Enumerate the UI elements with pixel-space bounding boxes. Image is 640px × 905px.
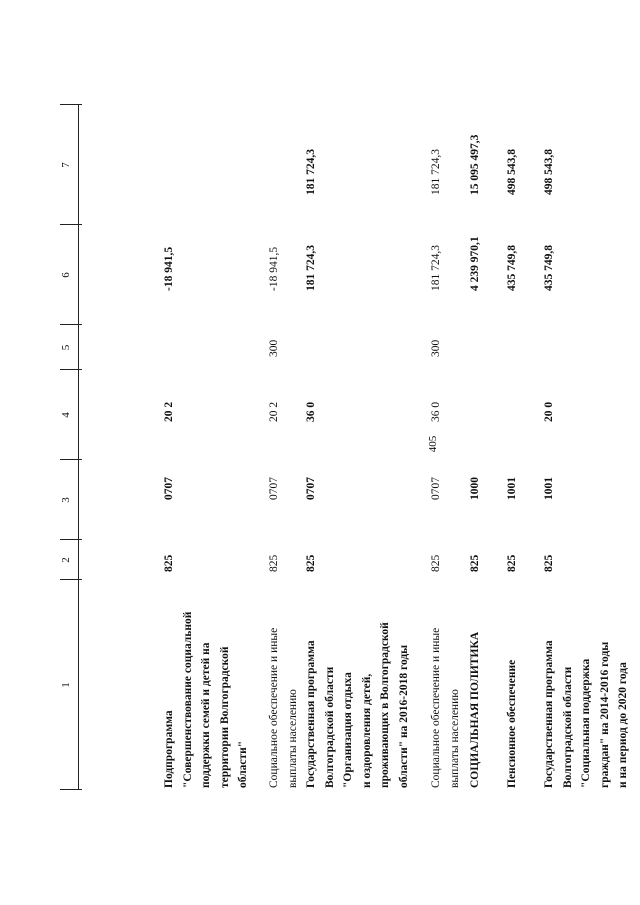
cell-c6: 435 749,8 — [506, 245, 518, 291]
cell-c4: 36 0 — [305, 401, 317, 422]
row-name-line: Государственная программа — [305, 640, 317, 788]
page-number: 405 — [427, 435, 439, 453]
cell-c3: 0707 — [305, 477, 317, 500]
row-name-line: выплаты населению — [448, 689, 461, 788]
row-name-line: Государственная программа — [543, 640, 555, 788]
row-name-line: Волгоградской области — [561, 666, 574, 788]
column-header-5: 5 — [60, 344, 72, 351]
cell-c5: 300 — [268, 339, 280, 357]
cell-c4: 20 0 — [543, 401, 555, 422]
cell-c7: 15 095 497,3 — [469, 134, 481, 195]
row-name-line: Пенсионное обеспечение — [506, 659, 518, 788]
cell-c4: 36 0 — [430, 401, 442, 422]
cell-c4: 20 2 — [163, 401, 175, 422]
row-name — [302, 622, 414, 788]
cell-c6: 435 749,8 — [543, 245, 555, 291]
row-name-line: и на период до 2020 года — [617, 662, 630, 788]
cell-c7: 498 543,8 — [543, 149, 555, 195]
cell-c4: 20 2 — [268, 401, 280, 422]
cell-c2: 825 — [430, 554, 442, 572]
cell-c2: 825 — [163, 554, 175, 572]
row-name — [503, 660, 522, 788]
cell-c7: 181 724,3 — [305, 149, 317, 195]
column-header-1: 1 — [60, 682, 72, 688]
cell-c2: 825 — [543, 554, 555, 572]
cell-c3: 1001 — [543, 477, 555, 500]
column-header-3: 3 — [60, 497, 72, 503]
cell-c7: 181 724,3 — [430, 149, 442, 195]
cell-c3: 0707 — [268, 477, 280, 500]
row-name-line: "Совершенствование социальной — [181, 611, 194, 788]
cell-c3: 1000 — [469, 477, 481, 500]
cell-c3: 0707 — [163, 477, 175, 500]
column-header-4: 4 — [60, 412, 72, 418]
row-name-line: "Социальная поддержка — [580, 658, 593, 788]
budget-table — [60, 105, 630, 790]
row-name-line: территории Волгоградской — [218, 646, 231, 788]
cell-c2: 825 — [469, 554, 481, 572]
row-name-line: Социальное обеспечение и иные — [430, 627, 442, 788]
cell-c2: 825 — [506, 554, 518, 572]
row-name-line: области" — [237, 740, 250, 788]
column-header-6: 6 — [60, 272, 72, 278]
row-name-line: СОЦИАЛЬНАЯ ПОЛИТИКА — [469, 631, 481, 788]
column-header-2: 2 — [60, 557, 72, 563]
cell-c6: 181 724,3 — [430, 245, 442, 291]
row-name — [265, 628, 302, 788]
cell-c6: 181 724,3 — [305, 245, 317, 291]
column-header-7: 7 — [60, 162, 72, 168]
cell-c3: 1001 — [506, 477, 518, 500]
row-name — [540, 640, 633, 788]
row-name-line: граждан" на 2014-2016 годы — [598, 641, 611, 788]
header-rule — [78, 105, 79, 790]
row-name-line: Социальное обеспечение и иные — [268, 627, 280, 788]
cell-c3: 0707 — [430, 477, 442, 500]
row-name — [427, 628, 464, 788]
row-name — [466, 632, 485, 788]
row-name-line: области" на 2016-2018 годы — [397, 644, 410, 788]
cell-c6: -18 941,5 — [163, 246, 175, 291]
row-name-line: и оздоровления детей, — [360, 673, 373, 788]
row-name-line: выплаты населению — [286, 689, 299, 788]
row-name — [160, 612, 253, 788]
cell-c2: 825 — [305, 554, 317, 572]
cell-c5: 300 — [430, 339, 442, 357]
row-name-line: Подпрограмма — [163, 710, 175, 788]
row-name-line: поддержки семей и детей на — [200, 642, 213, 788]
row-name-line: проживающих в Волгоградской — [379, 622, 392, 788]
cell-c2: 825 — [268, 554, 280, 572]
row-name-line: Волгоградской области — [323, 666, 336, 788]
cell-c6: 4 239 970,1 — [469, 236, 481, 291]
row-name-line: "Организация отдыха — [342, 672, 355, 788]
cell-c6: -18 941,5 — [268, 246, 280, 291]
cell-c7: 498 543,8 — [506, 149, 518, 195]
